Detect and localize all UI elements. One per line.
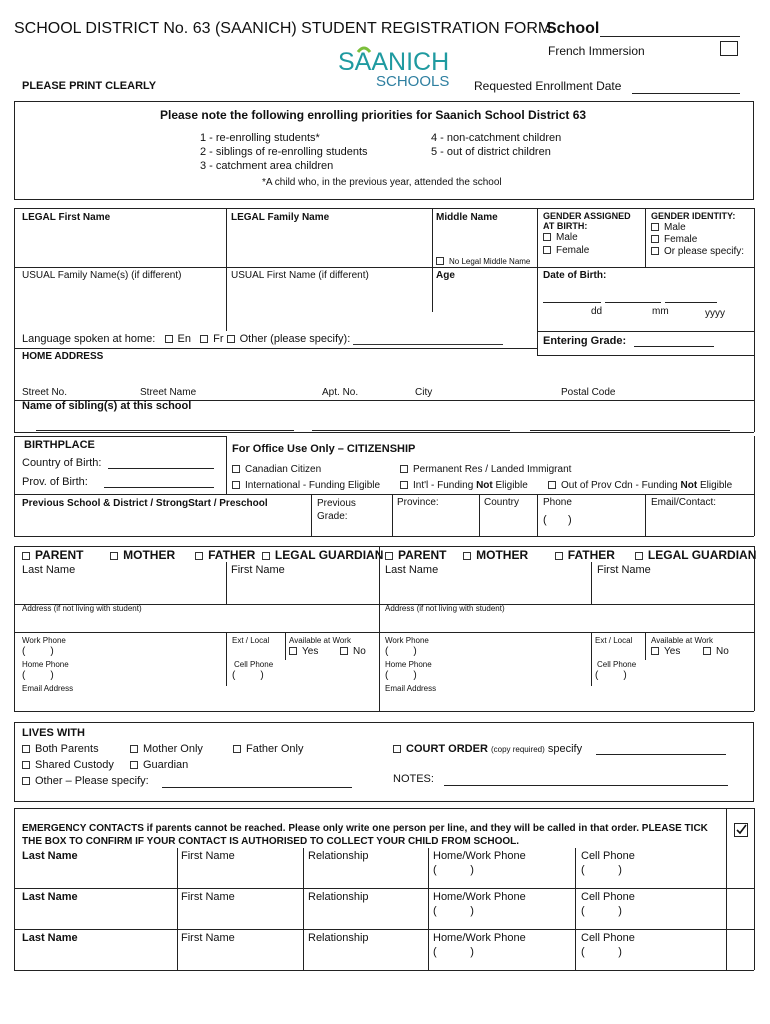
parent2-work-phone-label: Work Phone [385, 636, 429, 645]
parent1-type-row: PARENT MOTHER FATHER LEGAL GUARDIAN [22, 548, 383, 562]
requested-enrollment-field[interactable] [632, 93, 740, 94]
permanent-resident-option[interactable]: Permanent Res / Landed Immigrant [400, 464, 571, 475]
parent2-cell-phone-label: Cell Phone [597, 660, 637, 669]
checkbox[interactable] [651, 223, 659, 231]
postal-code-label: Postal Code [561, 387, 616, 398]
ec3-first-name-label: First Name [181, 932, 235, 944]
ec1-cell-field[interactable]: ( ) [581, 864, 622, 876]
gender-birth-female[interactable]: Female [543, 245, 589, 256]
emergency-title: EMERGENCY CONTACTS if parents cannot be reached. Please only write one person per line, and they will be called in that order. PLEASE TICK THE BOX TO CONFIRM IF YOUR CONTACT IS AUTHORISED TO COLLECT YOUR CHILD FROM SCHOOL. [22, 823, 708, 847]
ec1-last-name-label: Last Name [22, 850, 78, 862]
court-order-checkbox[interactable] [393, 745, 401, 753]
checkbox[interactable] [651, 247, 659, 255]
dob-dd-field[interactable] [543, 302, 601, 303]
country-of-birth-label: Country of Birth: [22, 457, 102, 469]
checkbox[interactable] [22, 761, 30, 769]
parent2-parent-checkbox[interactable] [385, 552, 393, 560]
gender-birth-male[interactable]: Male [543, 232, 578, 243]
priority-2: 2 - siblings of re-enrolling students [200, 146, 368, 158]
checkbox[interactable] [543, 246, 551, 254]
no-middle-name-checkbox[interactable] [436, 257, 444, 265]
prov-of-birth-field[interactable] [104, 487, 214, 488]
parent1-available-label: Available at Work [289, 636, 351, 645]
parent2-available-yes[interactable]: Yes [651, 646, 680, 657]
priorities-note: *A child who, in the previous year, attended the school [262, 177, 502, 188]
home-address-label: HOME ADDRESS [22, 351, 104, 362]
checkbox[interactable] [22, 777, 30, 785]
parent2-home-phone-field[interactable]: ( ) [385, 670, 417, 681]
logo-graphic [336, 44, 476, 94]
checkbox[interactable] [232, 465, 240, 473]
lives-mother-only[interactable]: Mother Only [130, 743, 203, 755]
priority-3: 3 - catchment area children [200, 160, 334, 172]
checkbox[interactable] [130, 745, 138, 753]
school-label: School [546, 20, 600, 37]
gender-identity-female[interactable]: Female [651, 234, 697, 245]
dob-mm-field[interactable] [605, 302, 661, 303]
gender-identity-male[interactable]: Male [651, 222, 686, 233]
parent1-guardian-checkbox[interactable] [262, 552, 270, 560]
out-of-prov-option[interactable]: Out of Prov Cdn - Funding Not Eligible [548, 480, 732, 491]
lives-other-field[interactable] [162, 787, 352, 788]
middle-name-label: Middle Name [436, 212, 498, 223]
language-row: Language spoken at home: En Fr Other (please specify): [22, 333, 503, 345]
print-clearly-label: PLEASE PRINT CLEARLY [22, 80, 157, 92]
ec2-last-name-label: Last Name [22, 891, 78, 903]
parent1-work-phone-field[interactable]: ( ) [22, 646, 54, 657]
ec3-cell-field[interactable]: ( ) [581, 946, 622, 958]
parent1-address-label: Address (if not living with student) [22, 604, 142, 613]
previous-school-label: Previous School & District / StrongStart / Preschool [22, 498, 268, 509]
french-immersion-checkbox[interactable] [720, 41, 738, 56]
previous-country-label: Country [484, 497, 520, 508]
sibling-field-1[interactable] [36, 430, 294, 431]
dob-label: Date of Birth: [543, 270, 607, 281]
ec3-home-work-label: Home/Work Phone [433, 932, 526, 944]
checkmark-icon [735, 824, 747, 836]
notes-label: NOTES: [393, 773, 434, 785]
lang-fr-checkbox[interactable] [200, 335, 208, 343]
checkbox[interactable] [22, 745, 30, 753]
parent2-ext-label: Ext / Local [595, 636, 633, 645]
ec2-home-work-label: Home/Work Phone [433, 891, 526, 903]
logo-text: SAANICH [338, 48, 450, 76]
checkbox[interactable] [400, 481, 408, 489]
parent1-available-no[interactable]: No [340, 646, 366, 657]
ec1-relationship-label: Relationship [308, 850, 369, 862]
legal-family-name-label: LEGAL Family Name [231, 212, 330, 223]
parent1-last-name-label: Last Name [22, 564, 76, 576]
ec1-cell-label: Cell Phone [581, 850, 635, 862]
parent2-last-name-label: Last Name [385, 564, 439, 576]
previous-phone-field[interactable]: ( ) [543, 514, 572, 526]
priorities-title: Please note the following enrolling priorities for Saanich School District 63 [160, 108, 587, 122]
checkbox[interactable] [289, 647, 297, 655]
checkbox[interactable] [543, 233, 551, 241]
dob-yyyy-field[interactable] [665, 302, 717, 303]
ec3-last-name-label: Last Name [22, 932, 78, 944]
gender-birth-label: GENDER ASSIGNED AT BIRTH: [543, 211, 631, 231]
previous-email-label: Email/Contact: [651, 497, 717, 508]
sibling-field-2[interactable] [312, 430, 510, 431]
parent2-address-label: Address (if not living with student) [385, 604, 505, 613]
parent1-work-phone-label: Work Phone [22, 636, 66, 645]
canadian-citizen-option[interactable]: Canadian Citizen [232, 464, 321, 475]
sibling-field-3[interactable] [530, 430, 730, 431]
lives-with-title: LIVES WITH [22, 727, 85, 739]
age-label: Age [436, 270, 455, 281]
street-no-label: Street No. [22, 387, 68, 398]
previous-phone-label: Phone [543, 497, 572, 508]
language-label: Language spoken at home: [22, 333, 156, 345]
dob-dd-label: dd [591, 306, 603, 317]
lang-other-checkbox[interactable] [227, 335, 235, 343]
lives-shared-custody[interactable]: Shared Custody [22, 759, 114, 771]
parent1-available-yes[interactable]: Yes [289, 646, 318, 657]
ec3-relationship-label: Relationship [308, 932, 369, 944]
parent2-available-no[interactable]: No [703, 646, 729, 657]
priorities-left-list [200, 131, 368, 173]
parent1-home-phone-field[interactable]: ( ) [22, 670, 54, 681]
form-title: SCHOOL DISTRICT No. 63 (SAANICH) STUDENT REGISTRATION FORM [14, 20, 552, 37]
parent1-parent-checkbox[interactable] [22, 552, 30, 560]
legal-family-name-field[interactable] [230, 225, 428, 263]
ec2-home-work-field[interactable]: ( ) [433, 905, 474, 917]
entering-grade-field[interactable] [634, 346, 714, 347]
parent1-cell-phone-label: Cell Phone [234, 660, 274, 669]
siblings-label: Name of sibling(s) at this school [22, 400, 192, 412]
usual-first-name-label: USUAL First Name (if different) [231, 270, 369, 281]
lives-guardian[interactable]: Guardian [130, 759, 188, 771]
lang-en-checkbox[interactable] [165, 335, 173, 343]
parent1-father-checkbox[interactable] [195, 552, 203, 560]
lives-other[interactable]: Other – Please specify: [22, 775, 149, 787]
street-name-label: Street Name [140, 387, 197, 398]
city-label: City [415, 387, 433, 398]
office-use-title: For Office Use Only – CITIZENSHIP [232, 443, 416, 455]
parent2-type-row: PARENT MOTHER FATHER LEGAL GUARDIAN [385, 548, 756, 562]
intl-not-eligible-option[interactable]: Int'l - Funding Not Eligible [400, 480, 528, 491]
checkbox[interactable] [130, 761, 138, 769]
ec2-cell-field[interactable]: ( ) [581, 905, 622, 917]
lives-father-only[interactable]: Father Only [233, 743, 303, 755]
dob-mm-label: mm [652, 306, 669, 317]
parent1-cell-phone-field[interactable]: ( ) [232, 670, 264, 681]
ec2-first-name-label: First Name [181, 891, 235, 903]
apt-no-label: Apt. No. [322, 387, 359, 398]
legal-first-name-label: LEGAL First Name [22, 212, 111, 223]
previous-grade-label: Previous Grade: [317, 498, 356, 522]
parent2-father-checkbox[interactable] [555, 552, 563, 560]
parent2-cell-phone-field[interactable]: ( ) [595, 670, 627, 681]
parent2-available-label: Available at Work [651, 636, 713, 645]
ec2-relationship-label: Relationship [308, 891, 369, 903]
parent2-first-name-label: First Name [597, 564, 651, 576]
checkbox[interactable] [651, 647, 659, 655]
parent2-work-phone-field[interactable]: ( ) [385, 646, 417, 657]
logo-subtext: SCHOOLS [376, 73, 450, 90]
priorities-right-list [431, 131, 561, 159]
parent1-first-name-label: First Name [231, 564, 285, 576]
ec3-cell-label: Cell Phone [581, 932, 635, 944]
ec1-home-work-field[interactable]: ( ) [433, 864, 474, 876]
dob-yyyy-label: yyyy [705, 308, 725, 319]
age-field[interactable] [436, 284, 532, 308]
parent2-guardian-checkbox[interactable] [635, 552, 643, 560]
checkbox[interactable] [232, 481, 240, 489]
entering-grade-label: Entering Grade: [543, 335, 627, 347]
authorised-confirm-checkbox[interactable] [734, 823, 748, 837]
ec2-cell-label: Cell Phone [581, 891, 635, 903]
previous-province-label: Province: [397, 497, 439, 508]
parent2-mother-checkbox[interactable] [463, 552, 471, 560]
home-address-field[interactable] [18, 364, 750, 386]
parent2-home-phone-label: Home Phone [385, 660, 432, 669]
school-field[interactable] [600, 36, 740, 37]
french-immersion-label: French Immersion [548, 44, 645, 58]
checkbox[interactable] [400, 465, 408, 473]
priority-4: 4 - non-catchment children [431, 132, 562, 144]
parent1-email-label: Email Address [22, 684, 74, 693]
court-order-option[interactable]: COURT ORDER (copy required) specify [393, 743, 582, 755]
ec1-first-name-label: First Name [181, 850, 235, 862]
priority-5: 5 - out of district children [431, 146, 551, 158]
legal-first-name-field[interactable] [18, 225, 222, 263]
checkbox[interactable] [651, 235, 659, 243]
prov-of-birth-label: Prov. of Birth: [22, 476, 88, 488]
requested-enrollment-label: Requested Enrollment Date [474, 79, 622, 93]
lives-both-parents[interactable]: Both Parents [22, 743, 99, 755]
parent2-email-label: Email Address [385, 684, 437, 693]
lang-other-field[interactable] [353, 334, 503, 345]
parent1-ext-label: Ext / Local [232, 636, 270, 645]
usual-family-name-label: USUAL Family Name(s) (if different) [22, 270, 182, 281]
country-of-birth-field[interactable] [108, 468, 214, 469]
ec3-home-work-field[interactable]: ( ) [433, 946, 474, 958]
no-middle-name-option[interactable]: No Legal Middle Name [436, 257, 530, 266]
priority-1: 1 - re-enrolling students* [200, 132, 320, 144]
ec1-home-work-label: Home/Work Phone [433, 850, 526, 862]
checkbox[interactable] [703, 647, 711, 655]
court-order-specify-field[interactable] [596, 754, 726, 755]
checkbox[interactable] [233, 745, 241, 753]
notes-field[interactable] [444, 785, 728, 786]
birthplace-label: BIRTHPLACE [24, 439, 95, 451]
lives-with-box [14, 722, 754, 802]
saanich-schools-logo [336, 44, 476, 94]
checkbox[interactable] [548, 481, 556, 489]
international-eligible-option[interactable]: International - Funding Eligible [232, 480, 380, 491]
parent1-mother-checkbox[interactable] [110, 552, 118, 560]
checkbox[interactable] [340, 647, 348, 655]
parent1-home-phone-label: Home Phone [22, 660, 69, 669]
gender-identity-label: GENDER IDENTITY: [651, 211, 736, 221]
gender-identity-other[interactable]: Or please specify: [651, 246, 744, 257]
